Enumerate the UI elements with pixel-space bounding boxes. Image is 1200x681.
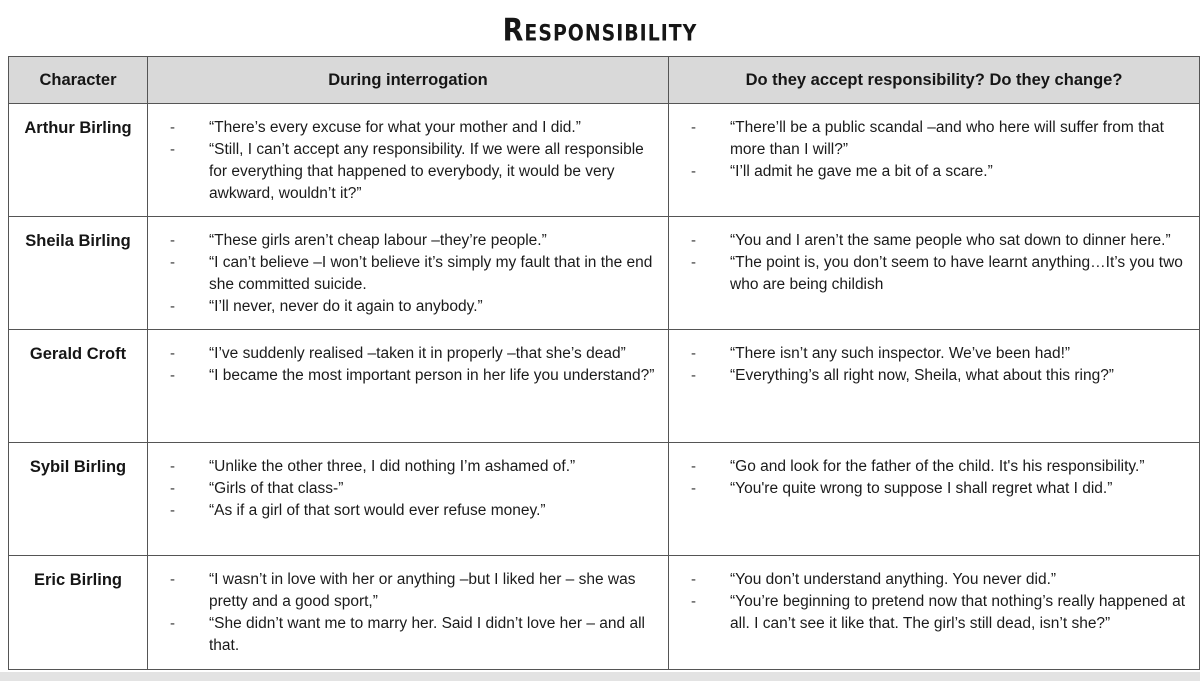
quote-text: “Still, I can’t accept any responsibility. If we were all responsible for everything that happened to everybody, it would be very awkward, wouldn’t it?” — [209, 141, 644, 202]
quote-text: “I’ve suddenly realised –taken it in properly –that she’s dead” — [209, 345, 626, 362]
page-title: Responsibility — [502, 12, 698, 49]
list-item — [669, 117, 1189, 161]
table-row — [9, 330, 1200, 443]
responsibility-quote-list — [669, 456, 1189, 500]
list-item — [669, 365, 1189, 387]
header-row — [9, 57, 1200, 104]
responsibility-table — [8, 56, 1200, 670]
dash-bullet-icon: - — [170, 232, 175, 249]
responsibility-quote-list — [669, 569, 1189, 635]
table-row — [9, 443, 1200, 556]
list-item — [669, 591, 1189, 635]
list-item — [148, 252, 658, 296]
dash-bullet-icon: - — [170, 119, 175, 136]
list-item — [148, 139, 658, 205]
interrogation-quotes-cell — [148, 330, 669, 443]
list-item — [148, 613, 658, 657]
dash-bullet-icon: - — [170, 345, 175, 362]
dash-bullet-icon: - — [170, 615, 175, 632]
quote-text: “I can’t believe –I won’t believe it’s simply my fault that in the end she committed suicide. — [209, 254, 653, 293]
dash-bullet-icon: - — [691, 232, 696, 249]
dash-bullet-icon: - — [691, 593, 696, 610]
interrogation-quote-list — [148, 343, 658, 387]
table-row — [9, 104, 1200, 217]
list-item — [148, 296, 658, 318]
list-item — [148, 365, 658, 387]
list-item — [669, 343, 1189, 365]
dash-bullet-icon: - — [170, 298, 175, 315]
responsibility-quote-list — [669, 343, 1189, 387]
dash-bullet-icon: - — [691, 119, 696, 136]
dash-bullet-icon: - — [691, 345, 696, 362]
quote-text: “She didn’t want me to marry her. Said I didn’t love her – and all that. — [209, 615, 645, 654]
dash-bullet-icon: - — [691, 254, 696, 271]
quote-text: “You’re beginning to pretend now that nothing’s really happened at all. I can’t see it like that. The girl’s still dead, isn’t she?” — [730, 593, 1186, 632]
quote-text: “You and I aren’t the same people who sat down to dinner here.” — [730, 232, 1171, 249]
quote-text: “Everything’s all right now, Sheila, what about this ring?” — [730, 367, 1114, 384]
responsibility-quotes-cell — [669, 443, 1200, 556]
header-interrogation: During interrogation — [148, 57, 669, 104]
dash-bullet-icon: - — [691, 458, 696, 475]
responsibility-quotes-cell — [669, 556, 1200, 670]
dash-bullet-icon: - — [691, 571, 696, 588]
quote-text: “Go and look for the father of the child. It's his responsibility.” — [730, 458, 1145, 475]
list-item — [669, 161, 1189, 183]
quote-text: “There’ll be a public scandal –and who here will suffer from that more than I will?” — [730, 119, 1164, 158]
character-name: Sheila Birling — [9, 217, 148, 330]
table-row — [9, 556, 1200, 670]
quote-text: “As if a girl of that sort would ever refuse money.” — [209, 502, 546, 519]
list-item — [669, 456, 1189, 478]
responsibility-quotes-cell — [669, 217, 1200, 330]
header-responsibility: Do they accept responsibility? Do they change? — [669, 57, 1200, 104]
character-name: Sybil Birling — [9, 443, 148, 556]
character-name: Arthur Birling — [9, 104, 148, 217]
interrogation-quotes-cell — [148, 217, 669, 330]
header-character: Character — [9, 57, 148, 104]
responsibility-quote-list — [669, 230, 1189, 296]
quote-text: “These girls aren’t cheap labour –they’re people.” — [209, 232, 547, 249]
interrogation-quotes-cell — [148, 556, 669, 670]
quote-text: “I’ll admit he gave me a bit of a scare.” — [730, 163, 993, 180]
interrogation-quotes-cell — [148, 443, 669, 556]
interrogation-quotes-cell — [148, 104, 669, 217]
dash-bullet-icon: - — [170, 571, 175, 588]
quote-text: “You're quite wrong to suppose I shall regret what I did.” — [730, 480, 1113, 497]
responsibility-quotes-cell — [669, 104, 1200, 217]
responsibility-quotes-cell — [669, 330, 1200, 443]
list-item — [148, 117, 658, 139]
list-item — [148, 500, 658, 522]
responsibility-quote-list — [669, 117, 1189, 183]
dash-bullet-icon: - — [691, 367, 696, 384]
list-item — [148, 343, 658, 365]
list-item — [669, 252, 1189, 296]
quote-text: “There isn’t any such inspector. We’ve been had!” — [730, 345, 1071, 362]
dash-bullet-icon: - — [170, 458, 175, 475]
list-item — [148, 569, 658, 613]
responsibility-table-container — [8, 56, 1199, 669]
quote-text: “Unlike the other three, I did nothing I’m ashamed of.” — [209, 458, 576, 475]
dash-bullet-icon: - — [170, 141, 175, 158]
dash-bullet-icon: - — [170, 480, 175, 497]
list-item — [148, 478, 658, 500]
table-row — [9, 217, 1200, 330]
dash-bullet-icon: - — [170, 254, 175, 271]
quote-text: “I’ll never, never do it again to anybody.” — [209, 298, 483, 315]
dash-bullet-icon: - — [170, 502, 175, 519]
table-body — [9, 104, 1200, 670]
bottom-edge — [0, 672, 1200, 681]
quote-text: “Girls of that class-” — [209, 480, 344, 497]
list-item — [669, 478, 1189, 500]
quote-text: “I wasn’t in love with her or anything –but I liked her – she was pretty and a good sport,” — [209, 571, 636, 610]
interrogation-quote-list — [148, 230, 658, 318]
dash-bullet-icon: - — [691, 163, 696, 180]
character-name: Gerald Croft — [9, 330, 148, 443]
list-item — [148, 456, 658, 478]
dash-bullet-icon: - — [691, 480, 696, 497]
character-name: Eric Birling — [9, 556, 148, 670]
list-item — [669, 230, 1189, 252]
quote-text: “I became the most important person in her life you understand?” — [209, 367, 655, 384]
interrogation-quote-list — [148, 569, 658, 657]
interrogation-quote-list — [148, 456, 658, 522]
list-item — [148, 230, 658, 252]
dash-bullet-icon: - — [170, 367, 175, 384]
interrogation-quote-list — [148, 117, 658, 205]
list-item — [669, 569, 1189, 591]
quote-text: “There’s every excuse for what your mother and I did.” — [209, 119, 581, 136]
quote-text: “The point is, you don’t seem to have learnt anything…It’s you two who are being childish — [730, 254, 1183, 293]
quote-text: “You don’t understand anything. You never did.” — [730, 571, 1057, 588]
